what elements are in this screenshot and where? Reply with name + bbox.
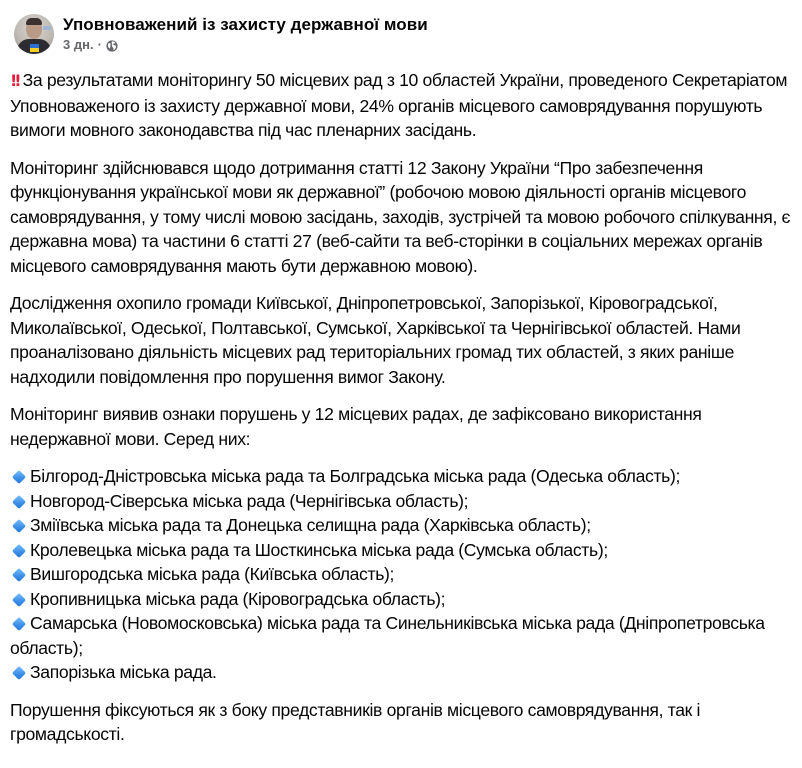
small-blue-diamond-icon bbox=[12, 592, 26, 606]
double-exclamation-icon: !! bbox=[10, 71, 19, 90]
paragraph-regions: Дослідження охопило громади Київської, Дніпропетровської, Запорізької, Кіровоградської, Миколаївської, Одеської, Полтавської, Сумської, Харківської та Чернігівської областей. Нами проаналізовано діяльність місцевих рад територіальних громад тих областей, з яких раніше надходили повідомлення про порушення вимог Закону. bbox=[10, 293, 741, 387]
small-blue-diamond-icon bbox=[12, 470, 26, 484]
separator-dot: · bbox=[97, 37, 102, 52]
post-meta bbox=[63, 14, 428, 54]
list-item bbox=[10, 562, 795, 587]
post-timestamp-link[interactable]: 3 дн. bbox=[63, 37, 94, 52]
avatar-hair bbox=[26, 18, 42, 25]
list-item-text: Новгород-Сіверська міська рада (Чернігівська область); bbox=[30, 490, 469, 511]
list-item-text: Кролевецька міська рада та Шосткинська міська рада (Сумська область); bbox=[30, 539, 608, 560]
list-item bbox=[10, 538, 795, 563]
list-item-text: Зміївська міська рада та Донецька селищна рада (Харківська область); bbox=[30, 515, 591, 535]
small-blue-diamond-icon bbox=[12, 568, 26, 582]
list-item-text: Запорізька міська рада. bbox=[30, 662, 217, 682]
paragraph-law: Моніторинг здійснювався щодо дотримання статті 12 Закону України “Про забезпечення функціонування української мови як державної” (робочою мовою діяльності органів місцевого самоврядування, у тому числі мовою засідань, заходів, зустрічей та мовою робочого спілкування, є державна мова) та частини 6 статті 27 (веб-сайти та веб-сторінки в соціальних мережах органів місцевого самоврядування мають бути державною мовою). bbox=[10, 157, 791, 276]
list-item bbox=[10, 489, 795, 514]
paragraph-conclusion: Порушення фіксуються як з боку представників органів місцевого самоврядування, так і громадськості. bbox=[10, 699, 701, 744]
paragraph-findings: Моніторинг виявив ознаки порушень у 12 місцевих радах, де зафіксовано використання недержавної мови. Серед них: bbox=[10, 404, 702, 449]
small-blue-diamond-icon bbox=[12, 519, 26, 533]
paragraph-intro-text: За результатами моніторингу 50 місцевих рад з 10 областей України, проведеного Секретаріатом Уповноваженого із захисту державної мови, 24% органів місцевого самоврядування порушують вимоги мовного законодавства під час пленарних засідань. bbox=[10, 70, 788, 140]
list-item-text: Кропивницька міська рада (Кіровоградська область); bbox=[30, 588, 446, 609]
post-subline bbox=[63, 36, 428, 54]
list-item bbox=[10, 587, 795, 612]
author-avatar[interactable] bbox=[14, 14, 54, 54]
list-item bbox=[10, 513, 795, 538]
author-name-link[interactable]: Уповноважений із захисту державної мови bbox=[63, 15, 428, 34]
list-item-text: Вишгородська міська рада (Київська область); bbox=[30, 564, 395, 584]
list-item-text: Самарська (Новомосковська) міська рада та Синельниківська міська рада (Дніпропетровська область); bbox=[10, 613, 765, 658]
small-blue-diamond-icon bbox=[12, 666, 26, 680]
list-item-text: Білгород-Дністровська міська рада та Болградська міська рада (Одеська область); bbox=[30, 466, 681, 486]
avatar-background-sign bbox=[43, 26, 51, 30]
globe-icon[interactable] bbox=[106, 39, 118, 51]
post-header bbox=[14, 14, 428, 54]
list-item bbox=[10, 611, 795, 660]
list-item bbox=[10, 660, 795, 685]
avatar-flag-yellow bbox=[30, 48, 39, 52]
small-blue-diamond-icon bbox=[12, 494, 26, 508]
violations-list bbox=[10, 464, 795, 685]
small-blue-diamond-icon bbox=[12, 617, 26, 631]
post-body bbox=[10, 68, 795, 760]
paragraph-intro bbox=[10, 68, 795, 143]
list-item bbox=[10, 464, 795, 489]
small-blue-diamond-icon bbox=[12, 543, 26, 557]
